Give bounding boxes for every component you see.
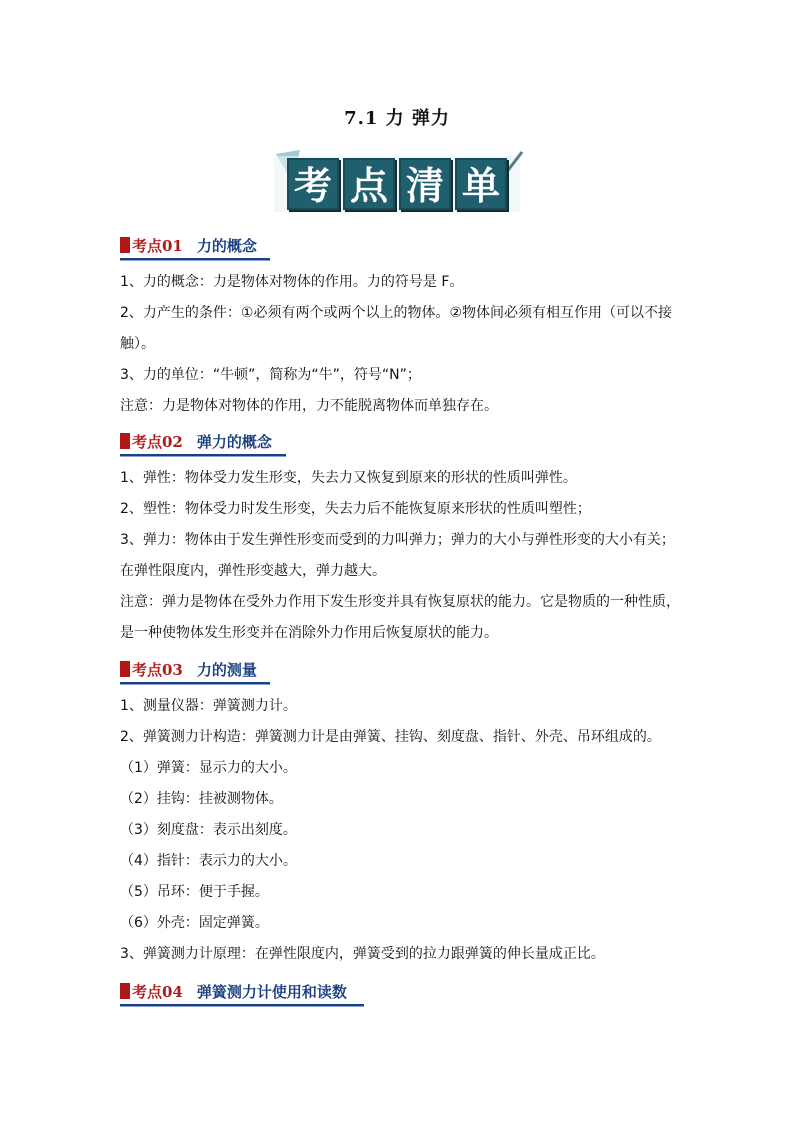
banner-char: 考 <box>287 158 339 210</box>
section-name: 弹簧测力计使用和读数 <box>196 982 347 1001</box>
banner-char: 点 <box>343 158 395 210</box>
section-name: 力的概念 <box>196 236 257 255</box>
section-name: 弹力的概念 <box>196 432 272 451</box>
paragraph: （1）弹簧：显示力的大小。 <box>120 760 297 776</box>
section-marker <box>120 433 130 449</box>
section-marker <box>120 983 130 999</box>
paragraph: （6）外壳：固定弹簧。 <box>120 915 269 931</box>
banner-title <box>270 158 524 210</box>
paragraph: 1、弹性：物体受力发生形变，失去力又恢复到原来的形状的性质叫弹性。 <box>120 470 577 486</box>
paragraph: （3）刻度盘：表示出刻度。 <box>120 822 297 838</box>
banner-char: 清 <box>399 158 451 210</box>
section-heading <box>120 658 680 680</box>
section-force-concept <box>120 234 680 422</box>
paragraph: 在弹性限度内，弹性形变越大，弹力越大。 <box>120 563 386 579</box>
paragraph: （4）指针：表示力的大小。 <box>120 853 297 869</box>
paragraph: 2、塑性：物体受力时发生形变，失去力后不能恢复原来形状的性质叫塑性； <box>120 501 591 517</box>
paragraph: （5）吊环：便于手握。 <box>120 884 269 900</box>
section-underline <box>120 258 270 261</box>
paragraph: 是一种使物体发生形变并在消除外力作用后恢复原状的能力。 <box>120 625 498 641</box>
paragraph: 3、弹簧测力计原理：在弹性限度内，弹簧受到的拉力跟弹簧的伸长量成正比。 <box>120 946 605 962</box>
section-underline <box>120 1004 364 1007</box>
section-marker <box>120 661 130 677</box>
section-spring-scale-usage <box>120 980 680 1007</box>
section-elastic-force-concept <box>120 430 680 649</box>
section-heading <box>120 430 680 452</box>
paragraph: 注意：力是物体对物体的作用，力不能脱离物体而单独存在。 <box>120 398 498 414</box>
page-title: 7.1 力 弹力 <box>344 108 450 129</box>
paragraph: 触）。 <box>120 336 155 352</box>
section-underline <box>120 682 270 685</box>
section-code: 考点03 <box>132 660 183 679</box>
section-heading <box>120 980 680 1002</box>
paragraph: 3、力的单位：“牛顿”，简称为“牛”，符号“N”； <box>120 367 421 383</box>
paragraph: 1、测量仪器：弹簧测力计。 <box>120 698 297 714</box>
section-underline <box>120 454 286 457</box>
paragraph: 1、力的概念：力是物体对物体的作用。力的符号是 F。 <box>120 274 464 290</box>
section-code: 考点04 <box>132 982 183 1001</box>
paragraph: 3、弹力：物体由于发生弹性形变而受到的力叫弹力；弹力的大小与弹性形变的大小有关； <box>120 532 675 548</box>
section-code: 考点02 <box>132 432 183 451</box>
section-heading <box>120 234 680 256</box>
section-code: 考点01 <box>132 236 183 255</box>
section-marker <box>120 237 130 253</box>
paragraph: 注意：弹力是物体在受外力作用下发生形变并具有恢复原状的能力。它是物质的一种性质， <box>120 594 680 610</box>
section-name: 力的测量 <box>196 660 257 679</box>
paragraph: 2、力产生的条件：①必须有两个或两个以上的物体。②物体间必须有相互作用（可以不接 <box>120 305 673 321</box>
paragraph: 2、弹簧测力计构造：弹簧测力计是由弹簧、挂钩、刻度盘、指针、外壳、吊环组成的。 <box>120 729 661 745</box>
section-force-measurement <box>120 658 680 970</box>
paragraph: （2）挂钩：挂被测物体。 <box>120 791 283 807</box>
banner-char: 单 <box>455 158 507 210</box>
